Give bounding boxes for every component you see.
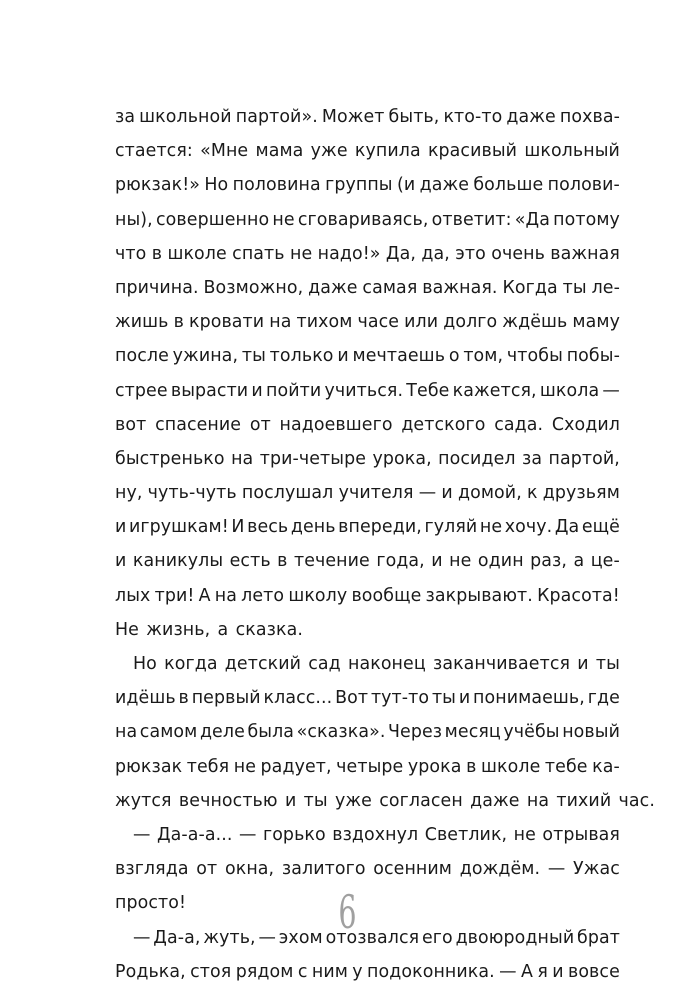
text-line: вот спасение от надоевшего детского сада. Сходил [115,414,620,435]
text-line: Но когда детский сад наконец заканчивается и ты [133,654,620,674]
text-line: — Да-а-а... — горько вздохнул Светлик, не отрывая [133,824,620,845]
text-line: что в школе спать не надо!» Да, да, это очень важная [115,243,620,264]
text-line: причина. Возможно, даже самая важная. Когда ты ле- [115,277,620,298]
paragraph [115,100,620,647]
text-line: ну, чуть-чуть послушал учителя — и домой, к друзьям [115,483,620,504]
text-line: рюкзак тебя не радует, четыре урока в школе тебе ка- [115,756,620,777]
text-line: жишь в кровати на тихом часе или долго ждёшь маму [115,312,620,333]
text-line: Не жизнь, а сказка. [115,619,303,640]
text-line: после ужина, ты только и мечтаешь о том, чтобы побы- [115,346,620,367]
text-line: за школьной партой». Может быть, кто-то даже похва- [115,107,620,127]
text-line: стается: «Мне мама уже купила красивый школьный [115,141,620,162]
body-text [115,100,655,989]
paragraph [115,647,655,818]
text-line: взгляда от окна, залитого осенним дождём. — Ужас [115,859,620,880]
text-line: на самом деле была «сказка». Через месяц учёбы новый [115,722,620,743]
text-line: рюкзак!» Но половина группы (и даже больше полови- [115,175,620,196]
text-line: стрее вырасти и пойти учиться. Тебе кажется, школа — [115,380,620,401]
text-line: ны), совершенно не сговариваясь, ответит: «Да потому [115,209,620,230]
text-line: и каникулы есть в течение года, и не один раз, а це- [115,551,620,572]
text-line: идёшь в первый класс... Вот тут-то ты и понимаешь, где [115,688,620,709]
text-line: быстренько на три-четыре урока, посидел за партой, [115,448,620,469]
text-line: просто! [115,893,187,914]
text-line: жутся вечностью и ты уже согласен даже на тихий час. [115,790,655,811]
text-line: Родька, стоя рядом с ним у подоконника. — А я и вовсе [115,961,620,982]
page-number: 6 [338,885,357,939]
text-line: и игрушкам! И весь день впереди, гуляй не хочу. Да ещё [115,517,620,538]
text-line: лых три! А на лето школу вообще закрывают. Красота! [115,585,620,606]
text-line: — Да-а, жуть, — эхом отозвался его двоюродный брат [133,927,620,948]
